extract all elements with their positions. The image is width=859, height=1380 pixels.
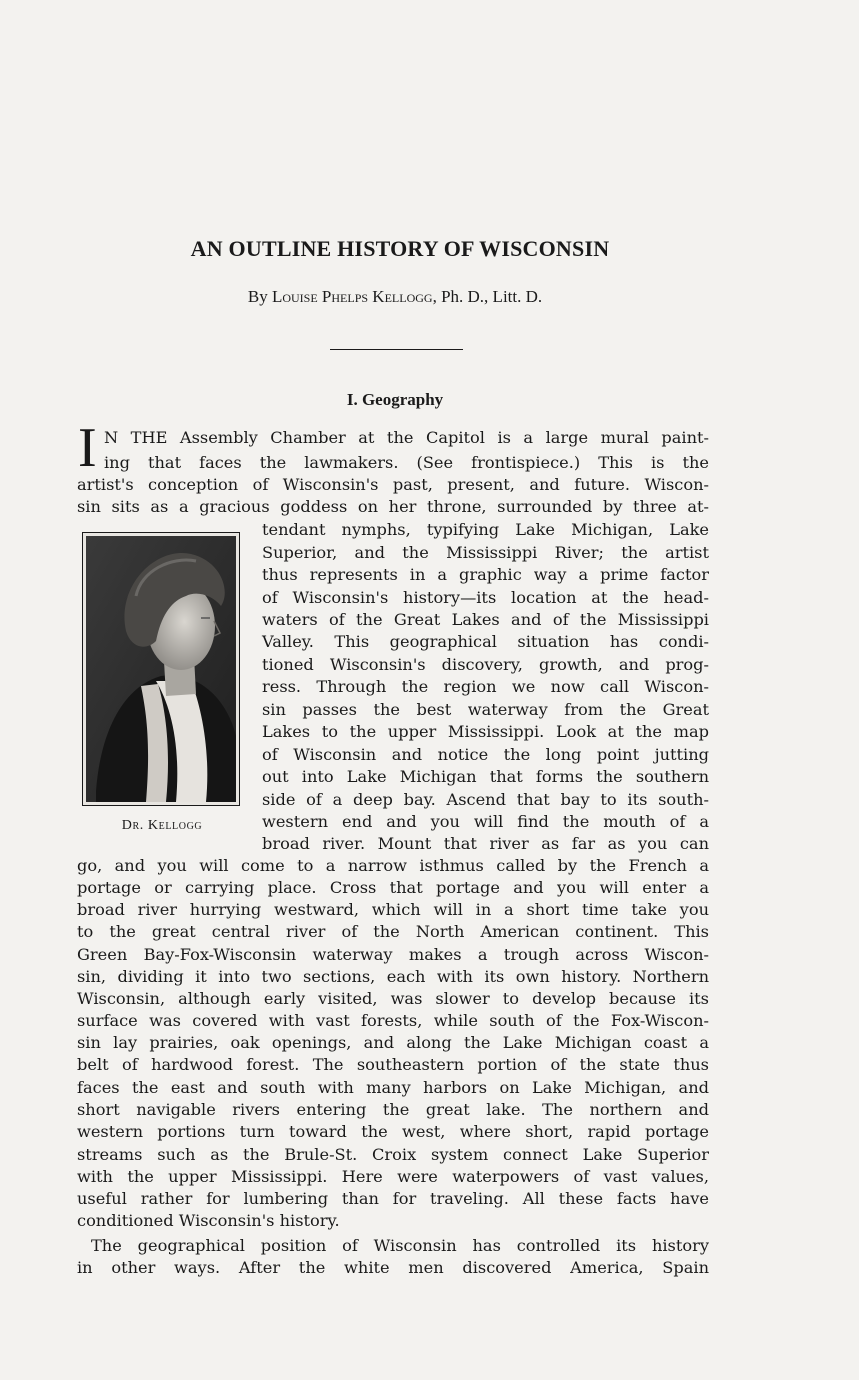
text-line-30: faces the east and south with many harbors on Lake Michigan, and — [77, 1078, 709, 1097]
text-line-02: ing that faces the lawmakers. (See frontispiece.) This is the — [104, 453, 709, 472]
text-line-29: belt of hardwood forest. The southeastern portion of the state thus — [77, 1055, 709, 1074]
article-title: AN OUTLINE HISTORY OF WISCONSIN — [190, 236, 610, 261]
text-line-13: sin passes the best waterway from the Great — [262, 700, 709, 719]
text-line-12: ress. Through the region we now call Wiscon- — [262, 677, 709, 696]
text-line-26: Wisconsin, although early visited, was slower to develop because its — [77, 989, 709, 1008]
text-line-08: of Wisconsin's history—its location at the head- — [262, 588, 709, 607]
byline — [0, 287, 790, 307]
text-line-37: The geographical position of Wisconsin has controlled its history — [91, 1236, 709, 1255]
text-line-34: with the upper Mississippi. Here were waterpowers of vast values, — [77, 1167, 709, 1186]
text-line-11: tioned Wisconsin's discovery, growth, and prog- — [262, 655, 709, 674]
text-line-25: sin, dividing it into two sections, each with its own history. Northern — [77, 967, 709, 986]
text-line-33: streams such as the Brule-St. Croix system connect Lake Superior — [77, 1145, 709, 1164]
title-divider — [330, 349, 463, 350]
text-line-14: Lakes to the upper Mississippi. Look at the map — [262, 722, 709, 741]
text-line-10: Valley. This geographical situation has condi- — [262, 632, 709, 651]
text-line-03: artist's conception of Wisconsin's past, present, and future. Wiscon- — [77, 475, 709, 494]
text-line-22: broad river hurrying westward, which will in a short time take you — [77, 900, 709, 919]
text-line-23: to the great central river of the North American continent. This — [77, 922, 709, 941]
figure-caption: Dr. Kellogg — [121, 818, 203, 833]
section-heading: I. Geography — [346, 390, 444, 409]
text-line-07: thus represents in a graphic way a prime factor — [262, 565, 709, 584]
text-line-06: Superior, and the Mississippi River; the artist — [262, 543, 709, 562]
text-line-28: sin lay prairies, oak openings, and along the Lake Michigan coast a — [77, 1033, 709, 1052]
byline-prefix: By — [247, 287, 272, 306]
author-credentials: , Ph. D., Litt. D. — [432, 287, 543, 306]
portrait-figure — [82, 532, 240, 806]
text-line-32: western portions turn toward the west, where short, rapid portage — [77, 1122, 709, 1141]
text-line-18: western end and you will find the mouth of a — [262, 812, 709, 831]
portrait-photo — [86, 536, 236, 802]
text-line-35: useful rather for lumbering than for traveling. All these facts have — [77, 1189, 709, 1208]
text-line-16: out into Lake Michigan that forms the southern — [262, 767, 709, 786]
text-line-15: of Wisconsin and notice the long point jutting — [262, 745, 709, 764]
text-line-09: waters of the Great Lakes and of the Mississippi — [262, 610, 709, 629]
text-line-21: portage or carrying place. Cross that portage and you will enter a — [77, 878, 709, 897]
text-line-20: go, and you will come to a narrow isthmus called by the French a — [77, 856, 709, 875]
text-line-38: in other ways. After the white men discovered America, Spain — [77, 1258, 709, 1277]
text-line-31: short navigable rivers entering the great lake. The northern and — [77, 1100, 709, 1119]
text-line-04: sin sits as a gracious goddess on her throne, surrounded by three at- — [77, 497, 709, 516]
text-line-24: Green Bay-Fox-Wisconsin waterway makes a trough across Wiscon- — [77, 945, 709, 964]
author-name: Louise Phelps Kellogg — [271, 287, 433, 306]
text-line-36: conditioned Wisconsin's history. — [77, 1211, 340, 1230]
text-line-27: surface was covered with vast forests, while south of the Fox-Wiscon- — [77, 1011, 709, 1030]
text-line-19: broad river. Mount that river as far as you can — [262, 834, 709, 853]
drop-cap: I — [78, 417, 97, 479]
text-line-05: tendant nymphs, typifying Lake Michigan, Lake — [262, 520, 709, 539]
text-line-01: N THE Assembly Chamber at the Capitol is a large mural paint- — [104, 428, 709, 447]
text-line-17: side of a deep bay. Ascend that bay to its south- — [262, 790, 709, 809]
